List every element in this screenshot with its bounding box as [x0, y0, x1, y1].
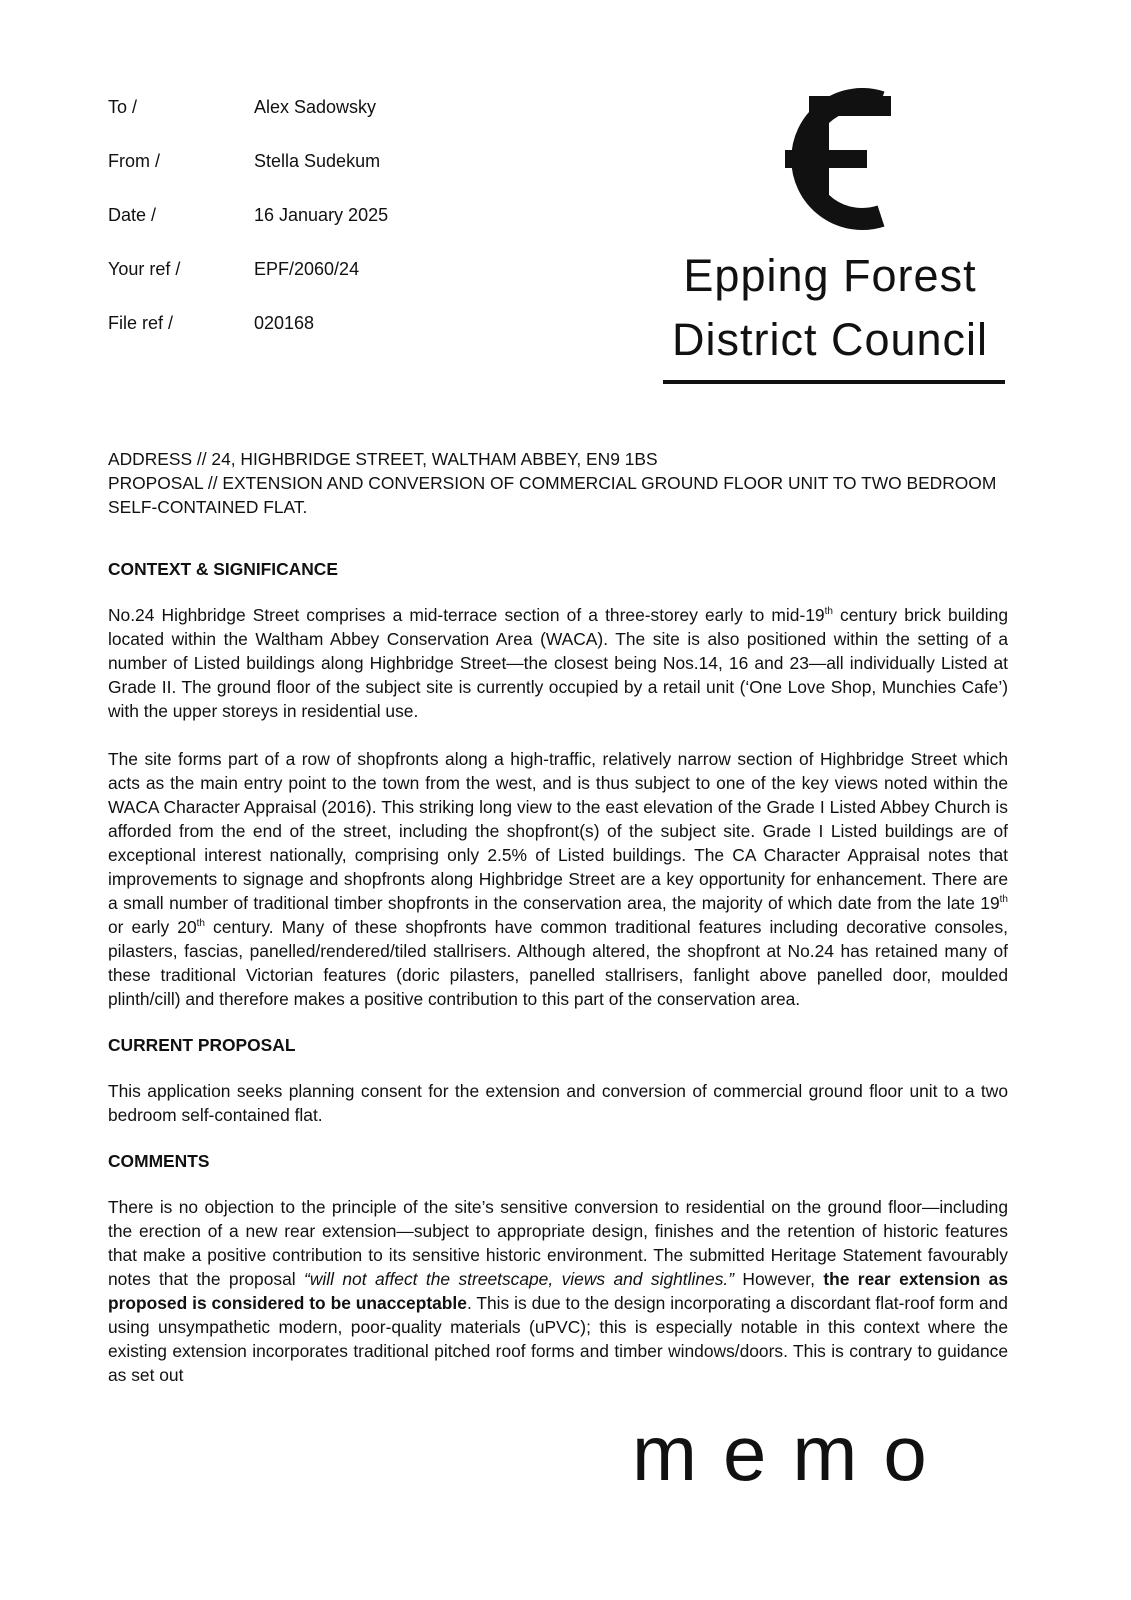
- council-name-line2: District Council: [671, 314, 989, 365]
- field-label: Your ref /: [108, 259, 181, 279]
- heading-context: CONTEXT & SIGNIFICANCE: [108, 559, 338, 579]
- field-label: File ref /: [108, 313, 174, 333]
- proposal-line: PROPOSAL // EXTENSION AND CONVERSION OF COMMERCIAL GROUND FLOOR UNIT TO TWO BEDROOM SELF-CONTAINED FLAT.: [108, 473, 997, 517]
- proposal-paragraph: This application seeks planning consent for the extension and conversion of commercial ground floor unit to a two bedroom self-contained flat.: [108, 1081, 1008, 1125]
- field-file-ref: [108, 311, 528, 365]
- field-from: [108, 149, 528, 203]
- logo-divider: [663, 380, 1005, 384]
- council-emblem-icon: [763, 88, 893, 236]
- field-value: 16 January 2025: [254, 205, 389, 225]
- field-value: Alex Sadowsky: [254, 97, 377, 117]
- field-value: EPF/2060/24: [254, 259, 360, 279]
- field-value: 020168: [254, 313, 315, 333]
- heading-comments: COMMENTS: [108, 1151, 210, 1171]
- address-line: ADDRESS // 24, HIGHBRIDGE STREET, WALTHAM ABBEY, EN9 1BS: [108, 449, 658, 469]
- field-date: [108, 203, 528, 257]
- memo-header-fields: [108, 95, 528, 365]
- council-name-line1: Epping Forest: [683, 250, 977, 301]
- field-your-ref: [108, 257, 528, 311]
- subject-block: [108, 447, 1008, 519]
- field-label: Date /: [108, 205, 157, 225]
- field-to: [108, 95, 528, 149]
- council-name: [655, 244, 1005, 372]
- field-label: From /: [108, 151, 160, 171]
- memo-wordmark: memo: [632, 1409, 953, 1497]
- memo-body: [108, 447, 1008, 1387]
- field-label: To /: [108, 97, 138, 117]
- context-paragraph-2: The site forms part of a row of shopfronts along a high-traffic, relatively narrow section of Highbridge Street which acts as the main entry point to the town from the west, and is thus subject to one of the key views noted within the WACA Character Appraisal (2016). This striking long view to the east elevation of the Grade I Listed Abbey Church is afforded from the end of the street, including the shopfront(s) of the subject site. Grade I Listed buildings are of exceptional interest nationally, comprising only 2.5% of Listed buildings. The CA Character Appraisal notes that improvements to signage and shopfronts along Highbridge Street are a key opportunity for enhancement. There are a small number of traditional timber shopfronts in the conservation area, the majority of which date from the late 19th or early 20th century. Many of these shopfronts have common traditional features including decorative consoles, pilasters, fascias, panelled/rendered/tiled stallrisers. Although altered, the shopfront at No.24 has retained many of these traditional Victorian features (doric pilasters, panelled stallrisers, fanlight above panelled door, moulded plinth/cill) and therefore makes a positive contribution to this part of the conservation area.: [108, 749, 1008, 1009]
- heading-current-proposal: CURRENT PROPOSAL: [108, 1035, 296, 1055]
- field-value: Stella Sudekum: [254, 151, 381, 171]
- comments-paragraph: There is no objection to the principle of the site’s sensitive conversion to residential on the ground floor—including the erection of a new rear extension—subject to appropriate design, finishes and the retention of historic features that make a positive contribution to its sensitive historic environment. The submitted Heritage Statement favourably notes that the proposal “will not affect the streetscape, views and sightlines.” However, the rear extension as proposed is considered to be unacceptable. This is due to the design incorporating a discordant flat-roof form and using unsympathetic modern, poor-quality materials (uPVC); this is especially notable in this context where the existing extension incorporates traditional pitched roof forms and timber windows/doors. This is contrary to guidance as set out: [108, 1197, 1008, 1385]
- context-paragraph-1: No.24 Highbridge Street comprises a mid-terrace section of a three-storey early to mid-19th century brick building located within the Waltham Abbey Conservation Area (WACA). The site is also positioned within the setting of a number of Listed buildings along Highbridge Street—the closest being Nos.14, 16 and 23—all individually Listed at Grade II. The ground floor of the subject site is currently occupied by a retail unit (‘One Love Shop, Munchies Cafe’) with the upper storeys in residential use.: [108, 605, 1008, 721]
